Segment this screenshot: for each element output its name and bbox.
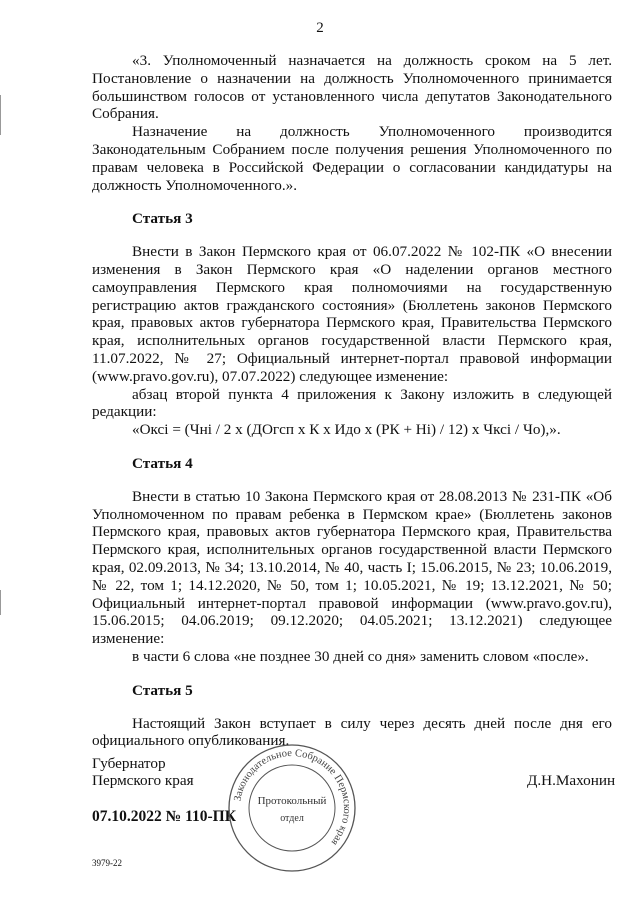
paragraph: абзац второй пункта 4 приложения к Закону изложить в следующей редакции: bbox=[92, 385, 612, 421]
stamp-center-line: отдел bbox=[280, 813, 304, 824]
paragraph: «3. Уполномоченный назначается на должность сроком на 5 лет. Постановление о назначении на должность Уполномоченного принимается большинством голосов от установленного числа депутатов Законодательного Собрания. bbox=[92, 52, 612, 123]
stamp-center-line: Протокольный bbox=[257, 795, 327, 807]
paragraph: Внести в Закон Пермского края от 06.07.2022 № 102-ПК «О внесении изменения в Закон Пермского края «О наделении органов местного самоуправления Пермского края полномочиями на государственную регистрацию актов гражданского состояния» (Бюллетень законов Пермского края, правовых актов губернатора Пермского края, Правительства Пермского края, исполнительных органов государственной власти Пермского края, 11.07.2022, № 27; Официальный интернет-портал правовой информации (www.pravo.gov.ru), 07.07.2022) следующее изменение: bbox=[92, 243, 612, 385]
signatory-title-line: Губернатор bbox=[92, 755, 166, 772]
article-4-heading: Статья 4 bbox=[132, 454, 193, 472]
date-number: 07.10.2022 № 110-ПК bbox=[92, 808, 236, 825]
paragraph: Назначение на должность Уполномоченного производится Законодательным Собранием после получения решения Уполномоченного по правам человека в Российской Федерации о согласовании кандидатуры на должность Уполномоченного.». bbox=[92, 123, 612, 194]
signatory-title-line: Пермского края bbox=[92, 772, 194, 789]
document-code: 3979-22 bbox=[92, 858, 122, 868]
document-body bbox=[92, 52, 612, 750]
article-5-heading: Статья 5 bbox=[132, 681, 193, 699]
signatory-name: Д.Н.Махонин bbox=[527, 772, 616, 789]
paragraph: в части 6 слова «не позднее 30 дней со дня» заменить словом «после». bbox=[132, 647, 589, 665]
paragraph: Настоящий Закон вступает в силу через десять дней после дня его официального опубликования. bbox=[92, 714, 612, 750]
page-number: 2 bbox=[316, 20, 324, 36]
scan-edge-mark bbox=[0, 95, 1, 135]
article-3-heading: Статья 3 bbox=[132, 210, 193, 228]
scan-edge-mark bbox=[0, 590, 1, 615]
formula-paragraph: «Оксі = (Чні / 2 х (ДОгсп х К х Идо х (РК + Ні) / 12) х Чксі / Чо),». bbox=[132, 421, 561, 439]
stamp-ring-text: Законодательное Собрание Пермского края bbox=[232, 747, 353, 848]
stamp-seal bbox=[226, 742, 358, 874]
paragraph: Внести в статью 10 Закона Пермского края от 28.08.2013 № 231-ПК «Об Уполномоченном по правам ребенка в Пермском крае» (Бюллетень законов Пермского края, правовых актов губернатора Пермского края, Правительства Пермского края, исполнительных органов государственной власти Пермского края, 02.09.2013, № 34; 13.10.2014, № 40, часть I; 15.06.2015, № 23; 10.06.2019, № 22, том 1; 14.12.2020, № 50, том 1; 10.05.2021, № 19; 13.12.2021, № 50; Официальный интернет-портал правовой информации (www.pravo.gov.ru), 15.06.2015; 04.06.2019; 09.12.2020; 04.05.2021; 13.12.2021) следующее изменение: bbox=[92, 487, 612, 648]
signatory-title bbox=[92, 755, 194, 789]
